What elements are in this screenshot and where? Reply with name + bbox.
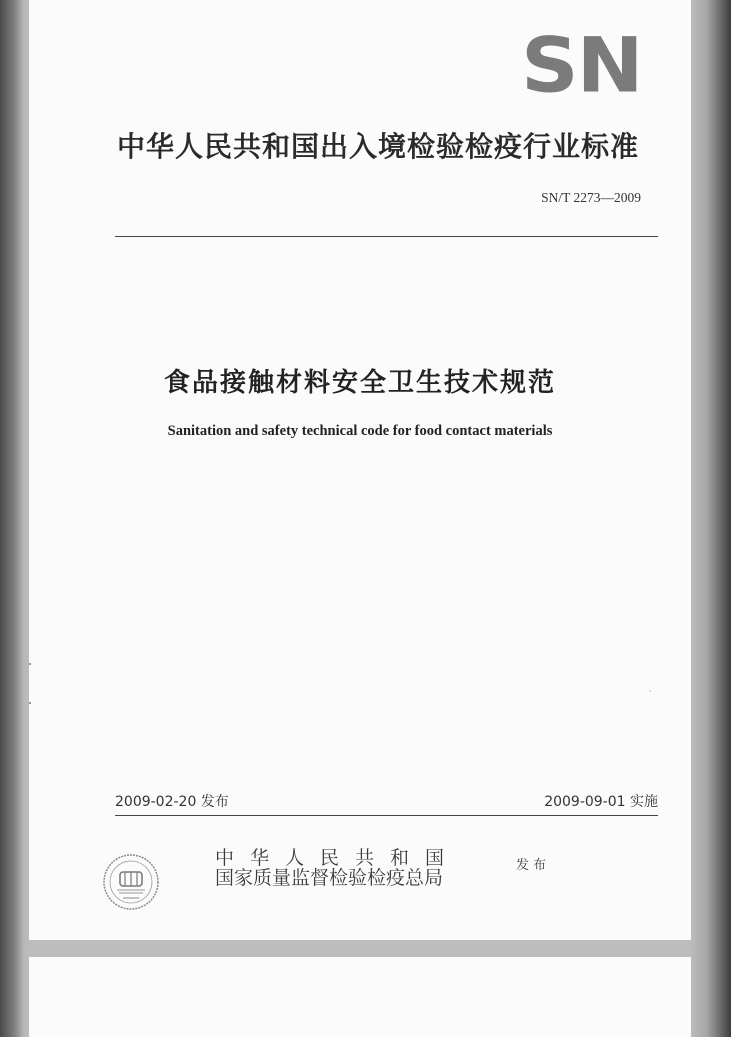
scan-speck xyxy=(29,663,31,665)
sn-logo: SN xyxy=(521,21,642,110)
document-title-english: Sanitation and safety technical code for food contact materials xyxy=(167,423,553,439)
next-page xyxy=(29,957,691,1037)
official-seal-icon xyxy=(101,852,161,912)
bottom-divider xyxy=(115,815,658,816)
scan-speck xyxy=(649,690,651,692)
issue-date: 2009-02-20 发布 xyxy=(115,794,229,810)
publisher-agency: 国家质量监督检验检疫总局 xyxy=(215,867,444,889)
standard-number: SN/T 2273—2009 xyxy=(541,190,641,205)
publisher-country: 中华人民共和国 xyxy=(215,847,461,869)
implementation-date: 2009-09-01 实施 xyxy=(544,794,658,810)
cover-page xyxy=(29,0,691,940)
scan-speck xyxy=(29,702,31,704)
publisher-suffix: 发布 xyxy=(516,858,551,873)
agency-title: 中华人民共和国出入境检验检疫行业标准 xyxy=(117,130,640,163)
document-title-chinese: 食品接触材料安全卫生技术规范 xyxy=(163,368,556,398)
top-divider xyxy=(115,236,658,237)
